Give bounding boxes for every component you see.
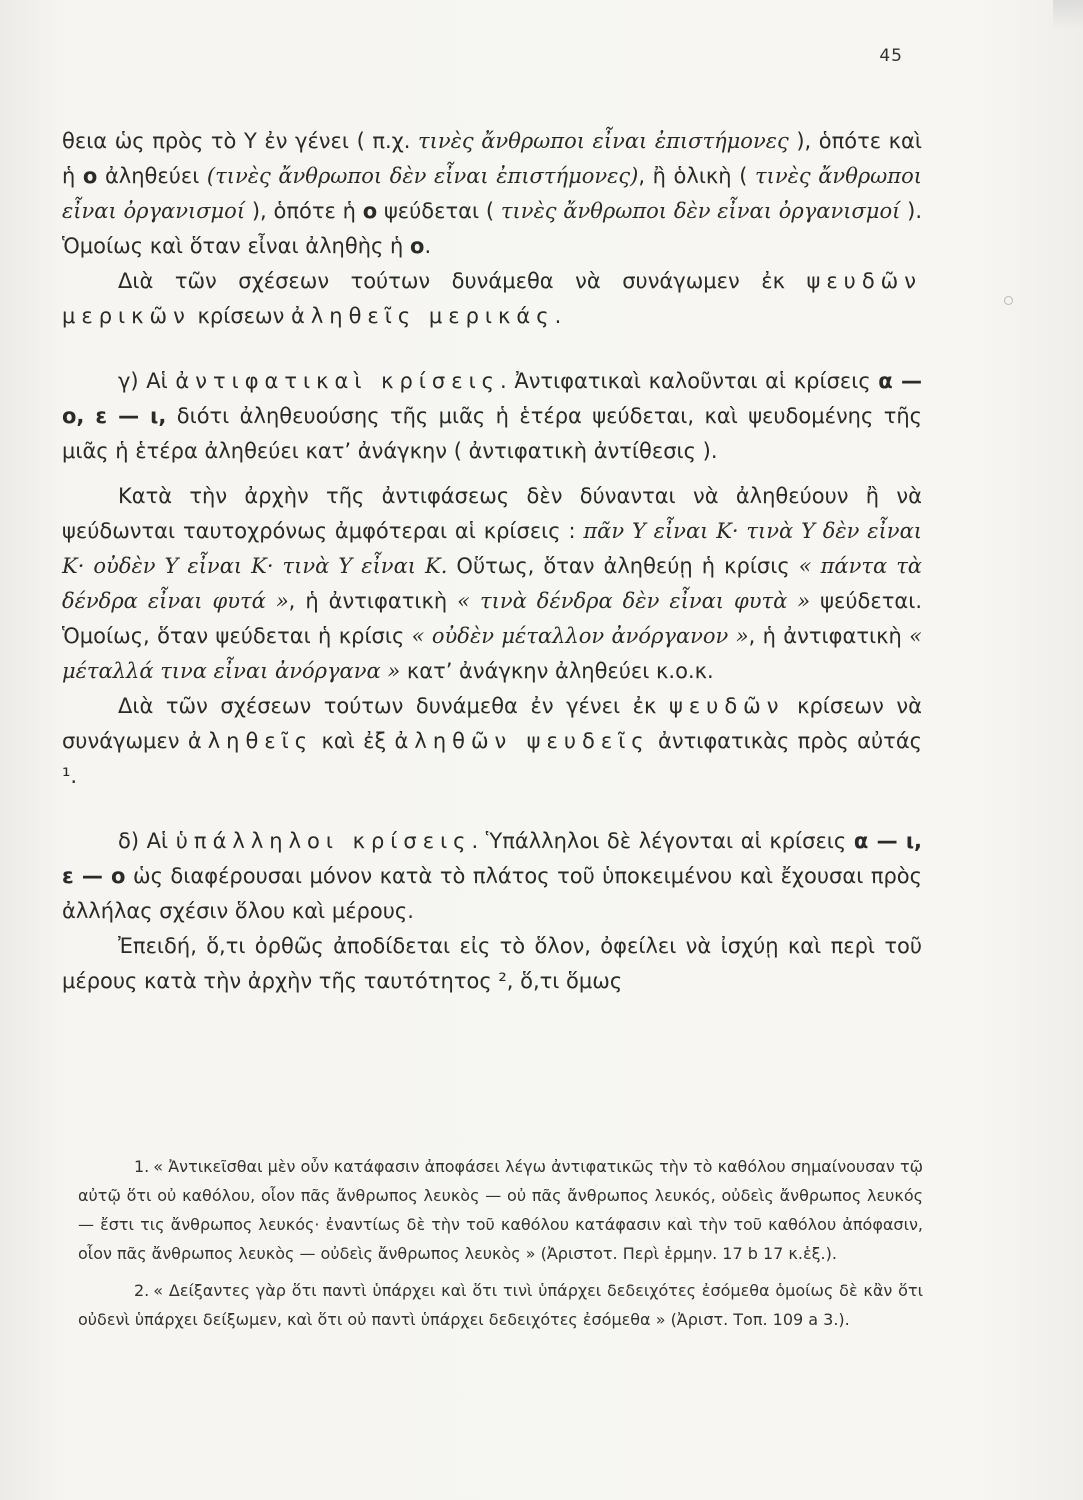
margin-mark	[1004, 296, 1013, 305]
footnotes	[78, 1152, 923, 1342]
paragraph-4: Κατὰ τὴν ἀρχὴν τῆς ἀντιφάσεως δὲν δύνανται νὰ ἀληθεύουν ἢ νὰ ψεύδωνται ταυτοχρόνως ἀμφότεραι αἱ κρίσεις : πᾶν Υ εἶναι Κ· τινὰ Υ δὲν εἶναι Κ· οὐδὲν Υ εἶναι Κ· τινὰ Υ εἶναι Κ. Οὕτως, ὅταν ἀληθεύῃ ἡ κρίσις « πάντα τὰ δένδρα εἶναι φυτά », ἡ ἀντιφατικὴ « τινὰ δένδρα δὲν εἶναι φυτὰ » ψεύδεται. Ὁμοίως, ὅταν ψεύδεται ἡ κρίσις « οὐδὲν μέταλλον ἀνόργανον », ἡ ἀντιφατικὴ « μέταλλά τινα εἶναι ἀνόργανα » κατ’ ἀνάγκην ἀληθεύει κ.ο.κ.	[62, 484, 923, 683]
footnote-text: « Δείξαντες γὰρ ὅτι παντὶ ὑπάρχει καὶ ὅτι τινὶ ὑπάρχει δεδειχότες ἐσόμεθα ὁμοίως δὲ κἂν ὅτι οὐδενὶ ὑπάρχει δείξωμεν, καὶ ὅτι οὐ παντὶ ὑπάρχει δεδειχότες ἐσόμεθα » (Ἀριστ. Τοπ. 109 a 3.).	[78, 1281, 923, 1329]
scan-shadow	[1053, 0, 1083, 30]
footnote-number: 2.	[134, 1281, 150, 1300]
paragraph-3: γ) Αἱ ἀντιφατικαὶ κρίσεις. Ἀντιφατικαὶ καλοῦνται αἱ κρίσεις α — ο, ε — ι, διότι ἀληθευούσης τῆς μιᾶς ἡ ἑτέρα ψεύδεται, καὶ ψευδομένης τῆς μιᾶς ἡ ἑτέρα ἀληθεύει κατ’ ἀνάγκην ( ἀντιφατικὴ ἀντίθεσις ).	[62, 369, 922, 463]
footnote-2	[78, 1276, 923, 1334]
main-text	[62, 124, 922, 999]
footnote-1	[78, 1152, 923, 1268]
footnote-text: « Ἀντικεῖσθαι μὲν οὖν κατάφασιν ἀποφάσει λέγω ἀντιφατικῶς τὴν τὸ καθόλου σημαίνουσαν τῷ αὐτῷ ὅτι οὐ καθόλου, οἷον πᾶς ἄνθρωπος λευκὸς — οὐ πᾶς ἄνθρωπος λευκός, οὐδεὶς ἄνθρωπος λευκός — ἔστι τις ἄνθρωπος λευκός· ἐναντίως δὲ τὴν τοῦ καθόλου κατάφασιν καὶ τὴν τοῦ καθόλου ἀπόφασιν, οἷον πᾶς ἄνθρωπος λευκὸς — οὐδεὶς ἄνθρωπος λευκὸς » (Ἀριστοτ. Περὶ ἑρμην. 17 b 17 κ.ἑξ.).	[78, 1157, 923, 1263]
page-number: 45	[879, 46, 903, 66]
paragraph-6: δ) Αἱ ὑπάλληλοι κρίσεις. Ὑπάλληλοι δὲ λέγονται αἱ κρίσεις α — ι, ε — ο ὡς διαφέρουσαι μόνον κατὰ τὸ πλάτος τοῦ ὑποκειμένου καὶ ἔχουσαι πρὸς ἀλλήλας σχέσιν ὅλου καὶ μέρους.	[62, 829, 922, 923]
paragraph-5: Διὰ τῶν σχέσεων τούτων δυνάμεθα ἐν γένει ἐκ ψευδῶν κρίσεων νὰ συνάγωμεν ἀληθεῖς καὶ ἐξ ἀληθῶν ψευδεῖς ἀντιφατικὰς πρὸς αὐτάς ¹.	[62, 694, 923, 788]
footnote-number: 1.	[134, 1157, 150, 1176]
paragraph-1: θεια ὡς πρὸς τὸ Υ ἐν γένει ( π.χ. τινὲς ἄνθρωποι εἶναι ἐπιστήμονες ), ὁπότε καὶ ἡ ο ἀληθεύει (τινὲς ἄνθρωποι δὲν εἶναι ἐπιστήμονες), ἢ ὁλικὴ ( τινὲς ἄνθρωποι εἶναι ὀργανισμοί ), ὁπότε ἡ ο ψεύδεται ( τινὲς ἄνθρωποι δὲν εἶναι ὀργανισμοί ). Ὁμοίως καὶ ὅταν εἶναι ἀληθὴς ἡ ο.	[62, 129, 922, 258]
paragraph-2: Διὰ τῶν σχέσεων τούτων δυνάμεθα νὰ συνάγωμεν ἐκ ψευδῶν μερικῶν κρίσεων ἀληθεῖς μερικάς.	[62, 269, 922, 328]
paragraph-7: Ἐπειδή, ὅ,τι ὀρθῶς ἀποδίδεται εἰς τὸ ὅλον, ὀφείλει νὰ ἰσχύῃ καὶ περὶ τοῦ μέρους κατὰ τὴν ἀρχὴν τῆς ταυτότητος ², ὅ,τι ὅμως	[62, 934, 922, 993]
